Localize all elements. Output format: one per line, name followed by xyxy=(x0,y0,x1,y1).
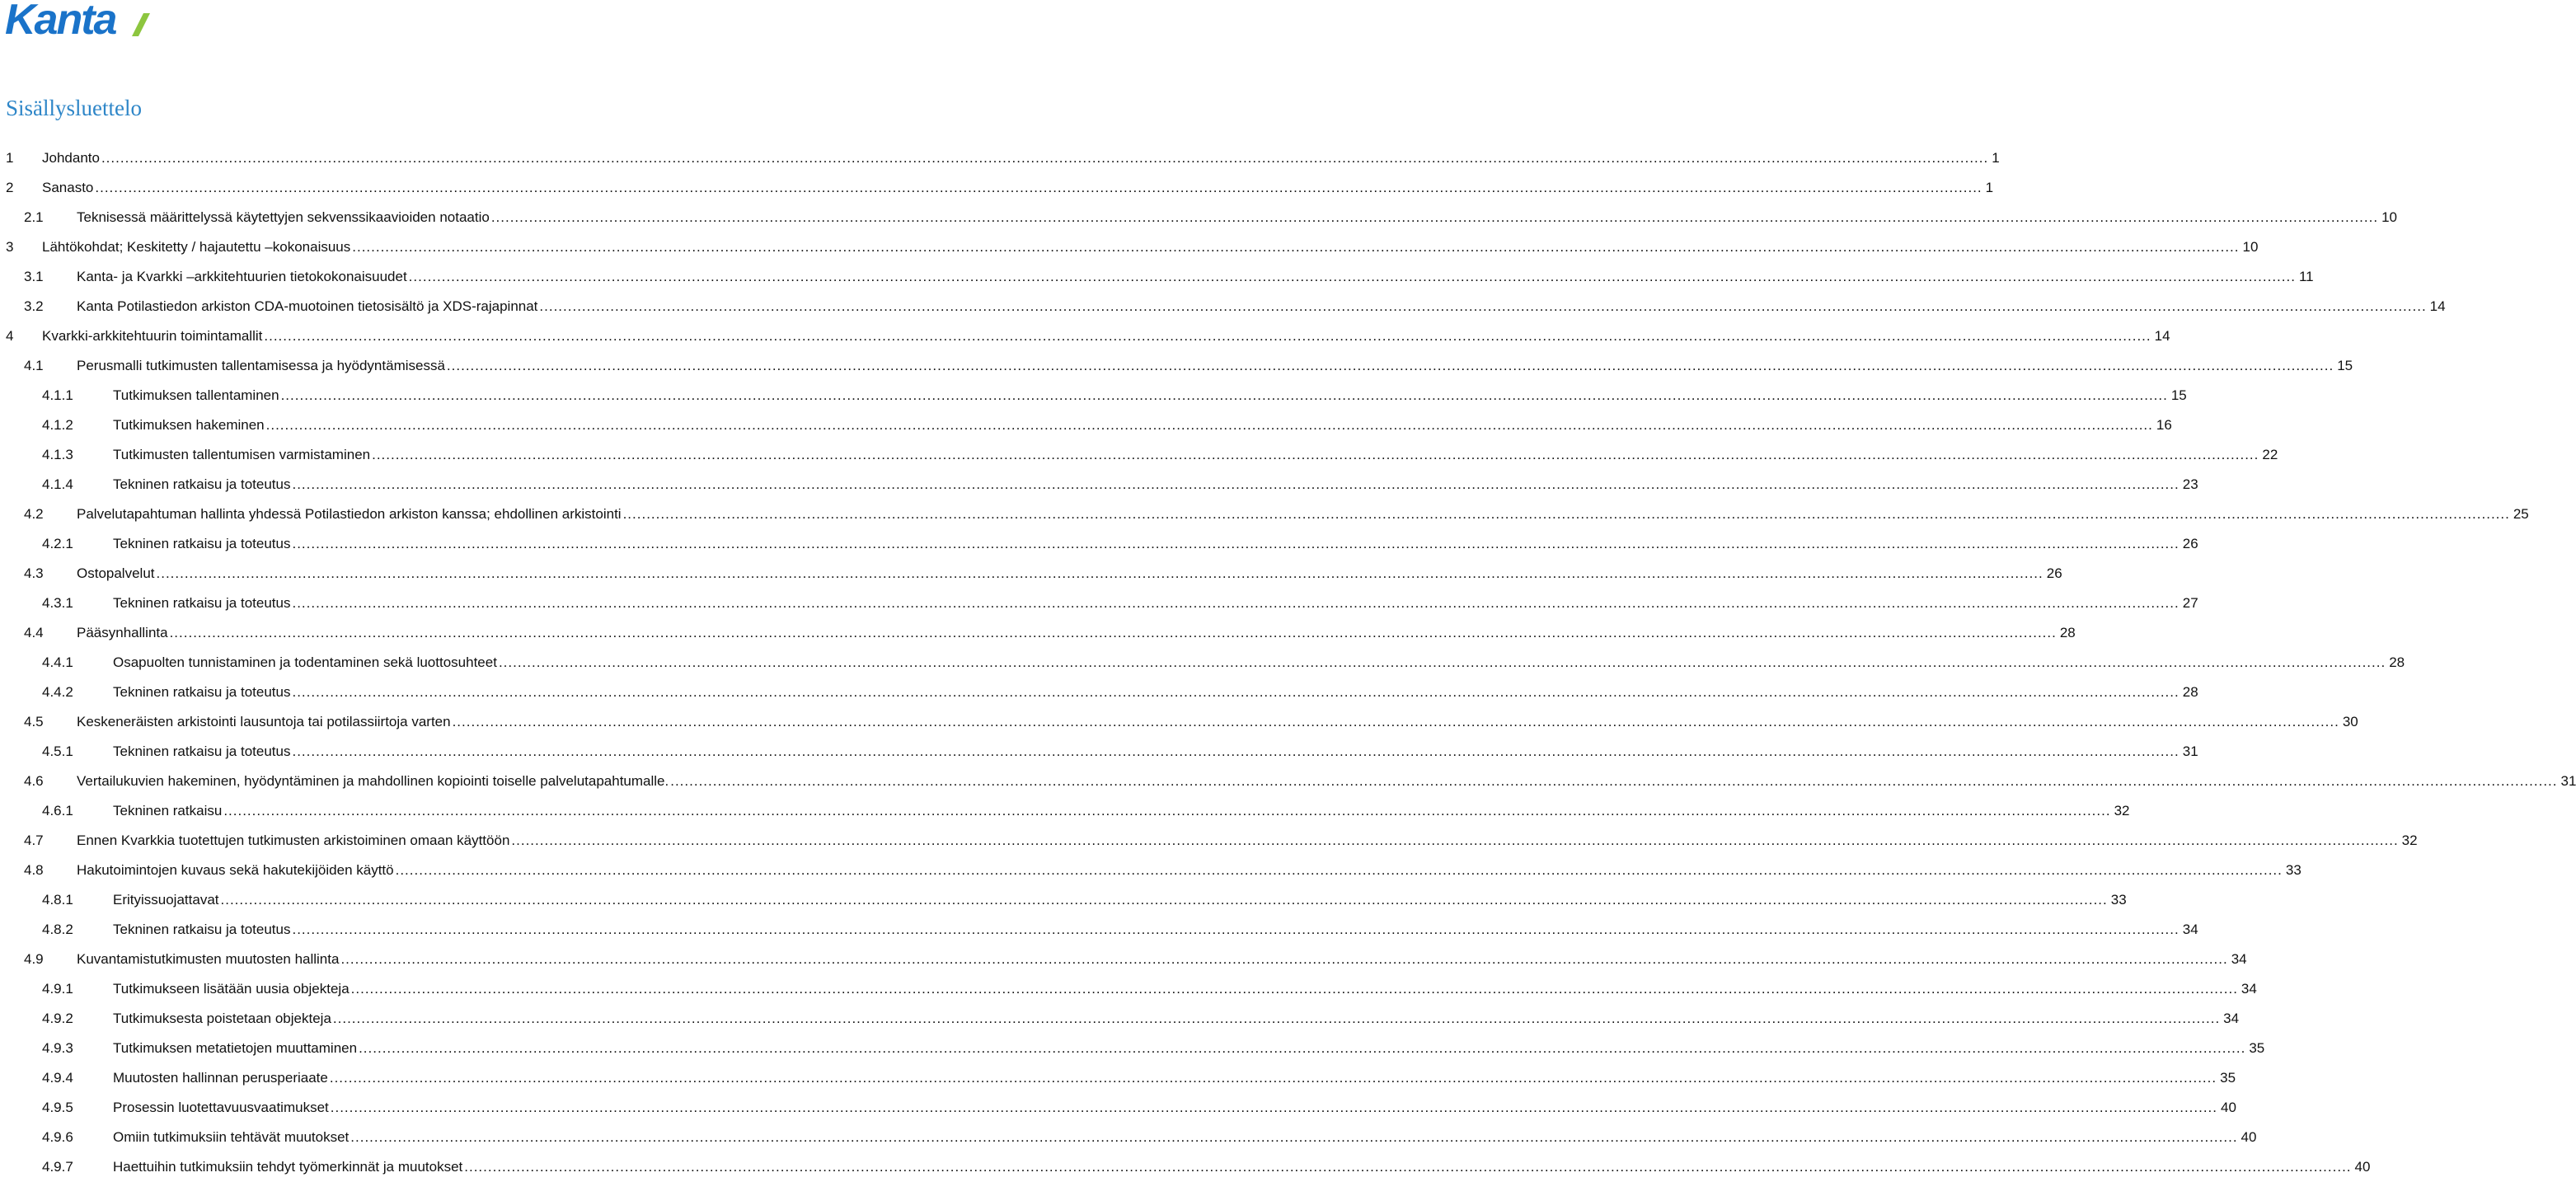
toc-entry-page-number[interactable]: 30 xyxy=(2343,707,2358,737)
toc-entry-page-number[interactable]: 40 xyxy=(2221,1093,2236,1123)
toc-dot-leader: ................................................................................................................................................................................................................................................................................................................................................................................................................ xyxy=(292,529,2179,559)
toc-entry[interactable] xyxy=(0,974,791,1004)
toc-entry[interactable] xyxy=(0,915,791,945)
toc-entry[interactable] xyxy=(0,1004,791,1034)
toc-entry-title[interactable]: Tutkimuksen tallentaminen xyxy=(113,381,279,410)
logo-swoosh-icon xyxy=(129,8,153,38)
toc-dot-leader: ................................................................................................................................................................................................................................................................................................................................................................................................................ xyxy=(372,440,2259,470)
toc-entry-page-number[interactable]: 33 xyxy=(2286,856,2302,885)
toc-dot-leader: ................................................................................................................................................................................................................................................................................................................................................................................................................ xyxy=(352,232,2239,262)
toc-entry[interactable] xyxy=(0,707,791,737)
toc-entry[interactable] xyxy=(0,262,791,292)
toc-entry-line xyxy=(113,974,788,1004)
toc-entry[interactable] xyxy=(0,559,791,589)
toc-entry-title[interactable]: Erityissuojattavat xyxy=(113,885,219,915)
toc-entry-title[interactable]: Palvelutapahtuman hallinta yhdessä Potilastiedon arkiston kanssa; ehdollinen arkistointi xyxy=(77,500,622,529)
toc-entry-line xyxy=(113,648,788,678)
toc-entry-number: 4.1.1 xyxy=(42,381,73,410)
toc-entry-page-number[interactable]: 1 xyxy=(1986,173,1993,203)
toc-entry-line xyxy=(77,262,788,292)
toc-entry-page-number[interactable]: 35 xyxy=(2220,1063,2236,1093)
toc-entry-line xyxy=(113,796,788,826)
toc-entry-line xyxy=(77,351,788,381)
toc-entry-number: 4.5 xyxy=(24,707,44,737)
toc-dot-leader: ................................................................................................................................................................................................................................................................................................................................................................................................................ xyxy=(623,500,2510,529)
toc-dot-leader: ................................................................................................................................................................................................................................................................................................................................................................................................................ xyxy=(453,707,2339,737)
toc-entry-number: 4.1.4 xyxy=(42,470,73,500)
toc-entry[interactable] xyxy=(0,529,791,559)
toc-entry-line xyxy=(77,292,788,321)
toc-entry-number: 4.9.5 xyxy=(42,1093,73,1123)
toc-entry-number: 4.9.1 xyxy=(42,974,73,1004)
toc-entry-number: 4.1.3 xyxy=(42,440,73,470)
toc-entry[interactable] xyxy=(0,173,791,203)
toc-entry-number: 4.9.7 xyxy=(42,1152,73,1182)
toc-entry-page-number[interactable]: 10 xyxy=(2243,232,2259,262)
toc-entry-page-number[interactable]: 31 xyxy=(2561,767,2576,796)
toc-entry[interactable] xyxy=(0,945,791,974)
toc-dot-leader: ................................................................................................................................................................................................................................................................................................................................................................................................................ xyxy=(539,292,2426,321)
toc-entry-number: 4.1 xyxy=(24,351,44,381)
toc-entry-line xyxy=(113,737,788,767)
toc-dot-leader: ................................................................................................................................................................................................................................................................................................................................................................................................................ xyxy=(221,885,2108,915)
toc-entry-title[interactable]: Tekninen ratkaisu xyxy=(113,796,222,826)
toc-dot-leader: ................................................................................................................................................................................................................................................................................................................................................................................................................ xyxy=(359,1034,2245,1063)
toc-entry-line xyxy=(113,678,788,707)
toc-entry-line xyxy=(42,173,788,203)
toc-entry-title[interactable]: Tutkimukseen lisätään uusia objekteja xyxy=(113,974,350,1004)
toc-entry[interactable] xyxy=(0,351,791,381)
toc-entry-line xyxy=(113,1093,788,1123)
toc-entry-line xyxy=(42,232,788,262)
toc-entry-number: 4.7 xyxy=(24,826,44,856)
toc-dot-leader: ................................................................................................................................................................................................................................................................................................................................................................................................................ xyxy=(396,856,2283,885)
toc-entry-line xyxy=(113,1034,788,1063)
toc-entry-page-number[interactable]: 26 xyxy=(2183,529,2198,559)
toc-entry-page-number[interactable]: 28 xyxy=(2060,618,2076,648)
toc-entry-number: 2 xyxy=(6,173,13,203)
toc-entry-title[interactable]: Tekninen ratkaisu ja toteutus xyxy=(113,529,290,559)
toc-dot-leader: ................................................................................................................................................................................................................................................................................................................................................................................................................ xyxy=(292,470,2179,500)
toc-dot-leader: ................................................................................................................................................................................................................................................................................................................................................................................................................ xyxy=(351,974,2238,1004)
toc-entry-line xyxy=(113,885,788,915)
toc-entry-title[interactable]: Osapuolten tunnistaminen ja todentaminen sekä luottosuhteet xyxy=(113,648,497,678)
toc-dot-leader: ................................................................................................................................................................................................................................................................................................................................................................................................................ xyxy=(464,1152,2351,1182)
toc-entry-number: 4.4 xyxy=(24,618,44,648)
toc-entry[interactable] xyxy=(0,885,791,915)
toc-entry-title[interactable]: Tekninen ratkaisu ja toteutus xyxy=(113,737,290,767)
toc-entry[interactable] xyxy=(0,440,791,470)
toc-entry[interactable] xyxy=(0,292,791,321)
toc-dot-leader: ................................................................................................................................................................................................................................................................................................................................................................................................................ xyxy=(340,945,2227,974)
toc-entry-page-number[interactable]: 32 xyxy=(2114,796,2130,826)
toc-entry-page-number[interactable]: 28 xyxy=(2183,678,2198,707)
toc-entry-number: 3.1 xyxy=(24,262,44,292)
toc-entry[interactable] xyxy=(0,1034,791,1063)
toc-dot-leader: ................................................................................................................................................................................................................................................................................................................................................................................................................ xyxy=(499,648,2386,678)
toc-entry-page-number[interactable]: 26 xyxy=(2047,559,2062,589)
toc-entry[interactable] xyxy=(0,470,791,500)
logo-wordmark: Kanta xyxy=(5,0,115,45)
toc-dot-leader: ................................................................................................................................................................................................................................................................................................................................................................................................................ xyxy=(447,351,2334,381)
toc-entry-title[interactable]: Vertailukuvien hakeminen, hyödyntäminen ja mahdollinen kopiointi toiselle palvelutapahtumalle. xyxy=(77,767,669,796)
toc-dot-leader: ................................................................................................................................................................................................................................................................................................................................................................................................................ xyxy=(511,826,2398,856)
toc-entry-page-number[interactable]: 35 xyxy=(2249,1034,2264,1063)
toc-entry-title[interactable]: Tekninen ratkaisu ja toteutus xyxy=(113,678,290,707)
toc-entry-page-number[interactable]: 14 xyxy=(2430,292,2446,321)
toc-entry-number: 1 xyxy=(6,143,13,173)
toc-entry-line xyxy=(77,618,788,648)
toc-dot-leader: ................................................................................................................................................................................................................................................................................................................................................................................................................ xyxy=(281,381,2168,410)
toc-entry-page-number[interactable]: 10 xyxy=(2381,203,2397,232)
toc-entry-page-number[interactable]: 25 xyxy=(2513,500,2529,529)
toc-entry-title[interactable]: Johdanto xyxy=(42,143,100,173)
toc-entry[interactable] xyxy=(0,381,791,410)
toc-entry[interactable] xyxy=(0,321,791,351)
toc-entry-title[interactable]: Perusmalli tutkimusten tallentamisessa ja hyödyntämisessä xyxy=(77,351,445,381)
toc-entry-title[interactable]: Tutkimuksen metatietojen muuttaminen xyxy=(113,1034,357,1063)
toc-entry-number: 4.9.6 xyxy=(42,1123,73,1152)
toc-dot-leader: ................................................................................................................................................................................................................................................................................................................................................................................................................ xyxy=(95,173,1982,203)
toc-dot-leader: ................................................................................................................................................................................................................................................................................................................................................................................................................ xyxy=(266,410,2153,440)
kanta-logo xyxy=(5,0,153,43)
toc-entry[interactable] xyxy=(0,410,791,440)
toc-entry-page-number[interactable]: 31 xyxy=(2183,737,2198,767)
toc-dot-leader: ................................................................................................................................................................................................................................................................................................................................................................................................................ xyxy=(333,1004,2220,1034)
toc-entry[interactable] xyxy=(0,1123,791,1152)
toc-entry-number: 4.9.3 xyxy=(42,1034,73,1063)
toc-entry-title[interactable]: Tutkimusten tallentumisen varmistaminen xyxy=(113,440,370,470)
toc-entry-title[interactable]: Kanta- ja Kvarkki –arkkitehtuurien tietokokonaisuudet xyxy=(77,262,407,292)
toc-entry-page-number[interactable]: 23 xyxy=(2183,470,2198,500)
toc-dot-leader: ................................................................................................................................................................................................................................................................................................................................................................................................................ xyxy=(350,1123,2237,1152)
toc-entry-title[interactable]: Hakutoimintojen kuvaus sekä hakutekijöiden käyttö xyxy=(77,856,394,885)
toc-entry-number: 4.8.2 xyxy=(42,915,73,945)
toc-entry-title[interactable]: Tekninen ratkaisu ja toteutus xyxy=(113,915,290,945)
toc-entry-number: 2.1 xyxy=(24,203,44,232)
toc-entry-page-number[interactable]: 22 xyxy=(2262,440,2278,470)
toc-entry-number: 4.3 xyxy=(24,559,44,589)
toc-entry-line xyxy=(77,945,788,974)
toc-entry-page-number[interactable]: 16 xyxy=(2156,410,2172,440)
toc-entry[interactable] xyxy=(0,737,791,767)
toc-entry-page-number[interactable]: 11 xyxy=(2299,262,2314,292)
toc-entry[interactable] xyxy=(0,648,791,678)
toc-entry[interactable] xyxy=(0,767,791,796)
toc-dot-leader: ................................................................................................................................................................................................................................................................................................................................................................................................................ xyxy=(170,618,2057,648)
toc-entry[interactable] xyxy=(0,618,791,648)
toc-entry[interactable] xyxy=(0,500,791,529)
table-of-contents xyxy=(0,143,791,1182)
toc-entry-title[interactable]: Kanta Potilastiedon arkiston CDA-muotoinen tietosisältö ja XDS-rajapinnat xyxy=(77,292,537,321)
toc-entry-number: 4.9 xyxy=(24,945,44,974)
toc-entry-number: 4.3.1 xyxy=(42,589,73,618)
toc-entry-title[interactable]: Pääsynhallinta xyxy=(77,618,168,648)
toc-entry-line xyxy=(113,410,788,440)
toc-entry-number: 3 xyxy=(6,232,13,262)
toc-dot-leader: ................................................................................................................................................................................................................................................................................................................................................................................................................ xyxy=(292,589,2179,618)
toc-entry-line xyxy=(113,1123,788,1152)
toc-entry-number: 4.2.1 xyxy=(42,529,73,559)
toc-dot-leader: ................................................................................................................................................................................................................................................................................................................................................................................................................ xyxy=(409,262,2296,292)
toc-dot-leader: ................................................................................................................................................................................................................................................................................................................................................................................................................ xyxy=(223,796,2110,826)
toc-entry[interactable] xyxy=(0,1063,791,1093)
toc-entry-page-number[interactable]: 28 xyxy=(2389,648,2405,678)
toc-dot-leader: ................................................................................................................................................................................................................................................................................................................................................................................................................ xyxy=(331,1093,2217,1123)
toc-dot-leader: ................................................................................................................................................................................................................................................................................................................................................................................................................ xyxy=(292,678,2179,707)
toc-entry-title[interactable]: Tekninen ratkaisu ja toteutus xyxy=(113,589,290,618)
toc-entry-number: 4.6 xyxy=(24,767,44,796)
toc-dot-leader: ................................................................................................................................................................................................................................................................................................................................................................................................................ xyxy=(292,737,2179,767)
toc-entry-title[interactable]: Keskeneräisten arkistointi lausuntoja tai potilassiirtoja varten xyxy=(77,707,451,737)
toc-entry-title[interactable]: Tutkimuksen hakeminen xyxy=(113,410,265,440)
toc-entry-line xyxy=(42,143,788,173)
toc-entry-title[interactable]: Lähtökohdat; Keskitetty / hajautettu –kokonaisuus xyxy=(42,232,350,262)
toc-entry-line xyxy=(77,707,788,737)
toc-entry-page-number[interactable]: 34 xyxy=(2241,974,2257,1004)
toc-entry-title[interactable]: Teknisessä määrittelyssä käytettyjen sekvenssikaavioiden notaatio xyxy=(77,203,490,232)
toc-entry-line xyxy=(113,915,788,945)
toc-entry[interactable] xyxy=(0,1152,791,1182)
toc-entry-number: 3.2 xyxy=(24,292,44,321)
toc-heading: Sisällysluettelo xyxy=(6,94,142,122)
toc-entry-page-number[interactable]: 33 xyxy=(2111,885,2127,915)
toc-entry[interactable] xyxy=(0,678,791,707)
toc-entry-title[interactable]: Tekninen ratkaisu ja toteutus xyxy=(113,470,290,500)
toc-entry[interactable] xyxy=(0,589,791,618)
toc-entry-line xyxy=(113,1063,788,1093)
toc-entry-page-number[interactable]: 15 xyxy=(2337,351,2353,381)
toc-entry-page-number[interactable]: 40 xyxy=(2355,1152,2371,1182)
toc-entry-number: 4.2 xyxy=(24,500,44,529)
toc-entry-number: 4.8.1 xyxy=(42,885,73,915)
toc-entry-title[interactable]: Ennen Kvarkkia tuotettujen tutkimusten arkistoiminen omaan käyttöön xyxy=(77,826,509,856)
toc-entry-line xyxy=(77,559,788,589)
toc-entry-number: 4.9.4 xyxy=(42,1063,73,1093)
toc-entry-title[interactable]: Haettuihin tutkimuksiin tehdyt työmerkinnät ja muutokset xyxy=(113,1152,462,1182)
toc-dot-leader: ................................................................................................................................................................................................................................................................................................................................................................................................................ xyxy=(491,203,2378,232)
toc-entry[interactable] xyxy=(0,796,791,826)
toc-dot-leader: ................................................................................................................................................................................................................................................................................................................................................................................................................ xyxy=(670,767,2557,796)
toc-entry-line xyxy=(113,1152,788,1182)
toc-entry-title[interactable]: Tutkimuksesta poistetaan objekteja xyxy=(113,1004,331,1034)
toc-entry-line xyxy=(113,529,788,559)
toc-entry-number: 4.5.1 xyxy=(42,737,73,767)
toc-entry-line xyxy=(113,470,788,500)
toc-entry-page-number[interactable]: 14 xyxy=(2155,321,2170,351)
toc-dot-leader: ................................................................................................................................................................................................................................................................................................................................................................................................................ xyxy=(330,1063,2217,1093)
toc-entry-line xyxy=(42,321,788,351)
toc-entry-title[interactable]: Ostopalvelut xyxy=(77,559,155,589)
toc-entry-line xyxy=(77,500,788,529)
toc-entry-page-number[interactable]: 34 xyxy=(2183,915,2198,945)
toc-entry-title[interactable]: Muutosten hallinnan perusperiaate xyxy=(113,1063,328,1093)
toc-entry-title[interactable]: Kuvantamistutkimusten muutosten hallinta xyxy=(77,945,339,974)
toc-dot-leader: ................................................................................................................................................................................................................................................................................................................................................................................................................ xyxy=(101,143,1988,173)
toc-entry[interactable] xyxy=(0,856,791,885)
toc-entry-page-number[interactable]: 40 xyxy=(2241,1123,2257,1152)
toc-entry-title[interactable]: Sanasto xyxy=(42,173,93,203)
toc-entry-line xyxy=(113,589,788,618)
toc-dot-leader: ................................................................................................................................................................................................................................................................................................................................................................................................................ xyxy=(292,915,2179,945)
toc-entry[interactable] xyxy=(0,203,791,232)
toc-entry-page-number[interactable]: 32 xyxy=(2402,826,2418,856)
toc-entry-line xyxy=(113,381,788,410)
toc-entry[interactable] xyxy=(0,1093,791,1123)
toc-entry-page-number[interactable]: 15 xyxy=(2171,381,2187,410)
toc-entry-line xyxy=(77,203,788,232)
toc-entry-line xyxy=(77,856,788,885)
toc-entry-title[interactable]: Prosessin luotettavuusvaatimukset xyxy=(113,1093,329,1123)
toc-entry-line xyxy=(113,440,788,470)
toc-entry-page-number[interactable]: 34 xyxy=(2231,945,2247,974)
toc-entry-page-number[interactable]: 27 xyxy=(2183,589,2198,618)
toc-dot-leader: ................................................................................................................................................................................................................................................................................................................................................................................................................ xyxy=(157,559,2043,589)
toc-entry-page-number[interactable]: 34 xyxy=(2223,1004,2239,1034)
toc-entry-title[interactable]: Omiin tutkimuksiin tehtävät muutokset xyxy=(113,1123,349,1152)
toc-entry-line xyxy=(77,767,788,796)
toc-entry-page-number[interactable]: 1 xyxy=(1992,143,1999,173)
toc-entry-number: 4.1.2 xyxy=(42,410,73,440)
toc-entry-title[interactable]: Kvarkki-arkkitehtuurin toimintamallit xyxy=(42,321,262,351)
toc-entry-line xyxy=(113,1004,788,1034)
toc-entry-number: 4 xyxy=(6,321,13,351)
toc-entry-number: 4.9.2 xyxy=(42,1004,73,1034)
toc-entry[interactable] xyxy=(0,143,791,173)
toc-entry[interactable] xyxy=(0,826,791,856)
toc-entry[interactable] xyxy=(0,232,791,262)
toc-entry-number: 4.8 xyxy=(24,856,44,885)
toc-dot-leader: ................................................................................................................................................................................................................................................................................................................................................................................................................ xyxy=(264,321,2151,351)
toc-entry-number: 4.4.2 xyxy=(42,678,73,707)
toc-entry-number: 4.6.1 xyxy=(42,796,73,826)
toc-entry-line xyxy=(77,826,788,856)
toc-entry-number: 4.4.1 xyxy=(42,648,73,678)
